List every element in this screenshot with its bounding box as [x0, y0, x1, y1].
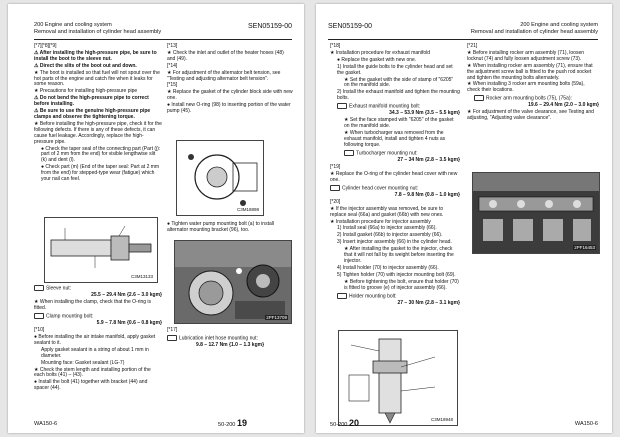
footer-model: WA150-6: [34, 421, 58, 427]
step-text: 1) Install the guide bolts to the cylinder head and set the gasket.: [337, 63, 453, 76]
page-number: 19: [236, 418, 247, 428]
pipe-figure: [44, 217, 158, 283]
torque-value: 34.3 – 53.9 Nm {3.5 – 5.5 kgm}: [389, 110, 460, 117]
note-text: ★ Installation procedure for exhaust manifold: [330, 49, 431, 56]
left-col1-after: [34, 285, 162, 393]
torque-label: Lubrication inlet hose mounting nut:: [179, 335, 258, 342]
note-text: ● Install new O-ring (98) to inserting portion of the water pump (45).: [167, 102, 291, 115]
note-text: ★ For adjustment of the alternator belt tension, see "Testing and adjusting alternator belt tension".: [167, 69, 281, 82]
figure-number: C3M18948: [430, 417, 453, 422]
note-text: ● Install the bolt (41) together with bracket (44) and spacer (44).: [34, 379, 148, 392]
note-text: ★ The boot is installed so that fuel will not spout over the hot parts of the engine and catch fire when it leaks for some reason.: [34, 69, 160, 88]
torque-label: Turbocharger mounting nut:: [356, 150, 418, 157]
right-col2: [467, 44, 599, 123]
torque-value: 27 – 34 Nm {2.8 – 3.5 kgm}: [397, 157, 460, 164]
left-col2: [167, 44, 293, 116]
warning-text: ⚠ Be sure to use the genuine high-pressure pipe clamps and observe the tightening torque.: [34, 108, 151, 120]
ref-tag: [*17]: [167, 327, 178, 333]
left-page: [8, 4, 304, 433]
step-text: 5) Tighten holder (70) with injector mounting bolt (69).: [337, 271, 456, 278]
left-col1: [34, 44, 162, 184]
warning-text: ⚠ Direct the slits of the boot out and down.: [34, 62, 137, 69]
ref-tag: [*20]: [330, 198, 341, 205]
torque-label: Rocker arm mounting bolts (75), (75a):: [486, 95, 572, 102]
note-text: ★ When installing 3 rocker arm mounting bolts (59a), check their locations.: [467, 81, 585, 94]
note-text: ★ When installing the clamp, check that the O-ring is fitted.: [34, 299, 152, 312]
torque-value: 25.5 – 29.4 Nm {2.6 – 3.0 kgm}: [91, 292, 162, 299]
ref-tag: [*18]: [330, 43, 341, 49]
note-text: ★ Precautions for installing high-pressure pipe: [34, 88, 138, 95]
left-col2-after: [167, 328, 293, 350]
note-text: ★ If the injector assembly was removed, be sure to replace seal (66a) and gasket (66b) with new ones.: [330, 205, 444, 218]
footer-page: [330, 418, 359, 428]
note-text: ● Tighten water pump mounting bolt (a) to install alternator mounting bracket (96), too.: [167, 221, 274, 233]
header-section: Removal and installation of cylinder head assembly: [34, 28, 162, 35]
alternator-drawing: [175, 241, 291, 323]
note-text: ★ When turbocharger was removed from the exhaust manifold, install and tighten 4 nuts as following torque.: [344, 130, 446, 148]
wrench-icon: [337, 293, 347, 299]
note-text: ★ Check the inlet and outlet of the heater hoses (48) and (49).: [167, 49, 284, 62]
left-col2-mid: [167, 222, 293, 235]
ref-tag: [*13]: [167, 43, 178, 49]
check-item: ● Check the taper seal of the connecting part (Part (j): part of 2 mm from the end) for visible lengthwise slit (k) and dent (l).: [41, 145, 161, 164]
wrench-icon: [34, 313, 44, 319]
wrench-icon: [34, 285, 44, 291]
figure-number: C3M18898: [236, 207, 259, 212]
note-text: ★ For adjustment of the valve clearance, see Testing and adjusting, "Adjusting valve clearance".: [467, 109, 594, 122]
header-section: Removal and installation of cylinder head assembly: [470, 28, 598, 35]
note-text: ★ Before installing rocker arm assembly (71), loosen locknut (74) and fully loosen adjustment screw (73).: [467, 49, 585, 62]
torque-label: Clamp mounting bolt:: [46, 313, 94, 320]
wrench-icon: [344, 150, 354, 156]
rocker-arm-photo: [472, 172, 600, 254]
header-code: SEN05159-00: [328, 23, 372, 30]
note-text: ★ When installing rocker arm assembly (71), ensure that the adjustment screw ball is fitted to the push rod socket and tighten the mounting bolts alternately.: [467, 62, 593, 81]
step-text: 4) Install holder (70) to injector assembly (66).: [337, 264, 439, 271]
note-text: ★ Replace the O-ring of the cylinder head cover with new one.: [330, 170, 458, 183]
note-text: ● Replace the gasket with new one.: [337, 56, 417, 63]
ref-tag: [*10]: [34, 327, 45, 334]
step-text: 1) Install seal (66a) to injector assembly (66).: [337, 225, 437, 232]
check-item: ● Check part (m) (End of the taper seal: Part at 2 mm from the end) for stepped-type wear (fatigue) which your nail can feel.: [41, 164, 160, 183]
figure-number: 2PF13709: [266, 315, 287, 320]
right-header: [328, 22, 598, 40]
note-text: ★ Before tightening the bolt, ensure that holder (70) is fitted to groove (e) of injector assembly (66).: [344, 278, 459, 291]
torque-label: Holder mounting bolt:: [349, 292, 397, 299]
wrench-icon: [474, 95, 484, 101]
note-text: ★ Check the stem length and installing portion of the each bolts (41) – (43).: [34, 366, 151, 379]
right-col1: [330, 44, 460, 308]
footer-section-page: 50-200: [218, 422, 236, 428]
header-system: 200 Engine and cooling system: [520, 22, 598, 28]
injector-figure: [338, 330, 458, 426]
page-number: 20: [348, 418, 359, 428]
note-text: Apply gasket sealant in a string of about 1 mm in diameter.: [41, 346, 149, 359]
torque-value: 19.6 – 29.4 Nm {2.0 – 3.0 kgm}: [528, 102, 599, 109]
figure-number: C3M13133: [130, 274, 153, 279]
right-page: [316, 4, 612, 433]
ref-tag: [*19]: [330, 163, 341, 170]
injector-drawing: [339, 331, 457, 425]
step-text: 3) Insert injector assembly (66) in the cylinder head.: [337, 239, 452, 246]
water-pump-drawing: [177, 141, 263, 215]
note-text: ★ After installing the gasket to the injector, check that it will not fall by its weight before inserting the injector.: [344, 246, 454, 264]
warning-text: ⚠ After installing the high-pressure pipe, be sure to install the boot to the sleeve nut.: [34, 49, 157, 62]
note-text: ★ Set the face stamped with "6205" of the gasket on the manifold side.: [344, 117, 454, 130]
ref-tag: [*7][*8][*9]: [34, 43, 57, 49]
wrench-icon: [167, 335, 177, 341]
water-pump-figure: [176, 140, 264, 216]
ref-tag: [*14]: [167, 62, 178, 69]
ref-tag: [*21]: [467, 43, 478, 49]
left-header: [34, 22, 292, 40]
torque-label: Exhaust manifold mounting bolt:: [349, 103, 421, 110]
header-code: SEN05159-00: [248, 23, 292, 30]
torque-value: 7.8 – 9.8 Nm {0.8 – 1.0 kgm}: [394, 191, 460, 198]
torque-value: 9.8 – 12.7 Nm {1.0 – 1.3 kgm}: [195, 342, 265, 349]
footer-model: WA150-6: [574, 421, 598, 427]
pipe-drawing: [45, 218, 157, 282]
footer-page: [218, 418, 247, 428]
figure-number: 2PF16453: [574, 245, 595, 250]
footer-section-page: 50-200: [330, 422, 348, 428]
note-text: ★ Before installing the high-pressure pipe, check it for the following defects. If there is any of these defects, it can cause fuel leakage. Accordingly, replace the high-pressure pipe.: [34, 120, 162, 145]
wrench-icon: [330, 185, 340, 191]
note-text: ★ Set the gasket with the side of stamp of "6205" on the manifold side.: [344, 76, 454, 89]
torque-label: Cylinder head cover mounting nut:: [342, 185, 419, 192]
alternator-photo: [174, 240, 292, 324]
header-system: 200 Engine and cooling system: [34, 22, 112, 28]
step-text: 2) Install gasket (66b) to injector assembly (66).: [337, 232, 443, 239]
rocker-arm-drawing: [473, 173, 599, 253]
note-text: ★ Installation procedure for injector assembly: [330, 218, 431, 225]
wrench-icon: [337, 103, 347, 109]
step-text: 2) Install the exhaust manifold and tighten the mounting bolts.: [337, 89, 460, 102]
note-text: ● Before installing the air intake manifold, apply gasket sealant to it.: [34, 334, 156, 346]
ref-tag: [*15]: [167, 82, 178, 89]
torque-label: Sleeve nut:: [46, 285, 72, 292]
torque-value: 27 – 30 Nm {2.8 – 3.1 kgm}: [397, 299, 460, 306]
torque-value: 5.9 – 7.8 Nm {0.6 – 0.8 kgm}: [96, 320, 162, 327]
warning-text: ⚠ Do not bend the high-pressure pipe to correct before installing.: [34, 95, 149, 108]
note-text: ★ Replace the gasket of the cylinder block side with new one.: [167, 89, 293, 102]
note-text: Mounting face: Gasket sealant (LG-7): [41, 359, 125, 366]
